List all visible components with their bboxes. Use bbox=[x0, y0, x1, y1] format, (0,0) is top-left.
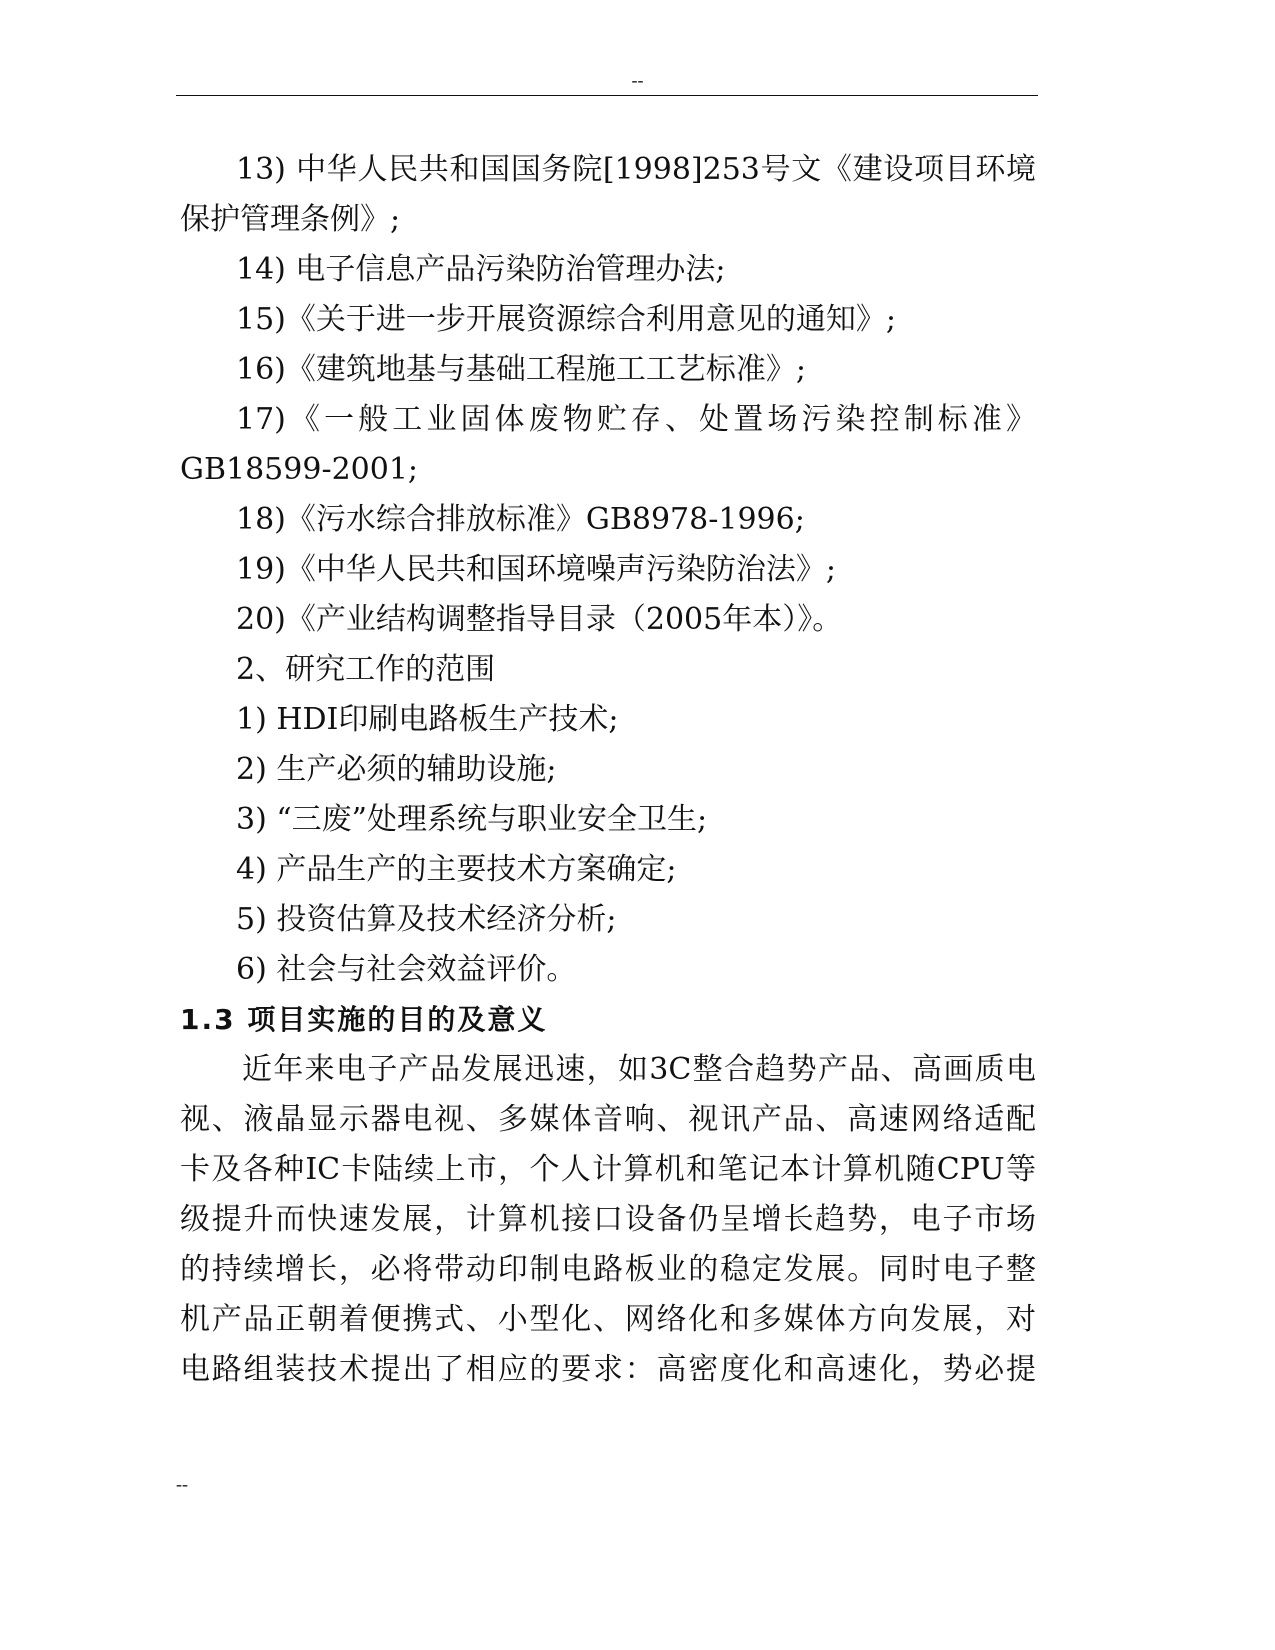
page-header-mark: -- bbox=[631, 70, 644, 90]
paragraph-line: 级提升而快速发展，计算机接口设备仍呈增长趋势，电子市场 bbox=[180, 1202, 1036, 1237]
paragraph-line: 视、液晶显示器电视、多媒体音响、视讯产品、高速网络适配 bbox=[180, 1102, 1036, 1137]
paragraph-line: 的持续增长，必将带动印制电路板业的稳定发展。同时电子整 bbox=[180, 1252, 1036, 1287]
header-rule bbox=[176, 95, 1038, 96]
paragraph-line: 近年来电子产品发展迅速，如3C整合趋势产品、高画质电 bbox=[242, 1052, 1036, 1087]
scope-title: 2、研究工作的范围 bbox=[236, 652, 496, 687]
reference-line: 14) 电子信息产品污染防治管理办法; bbox=[236, 252, 726, 287]
reference-line: GB18599-2001; bbox=[180, 452, 419, 487]
reference-line: 16)《建筑地基与基础工程施工工艺标准》; bbox=[236, 352, 806, 387]
paragraph-line: 电路组装技术提出了相应的要求：高密度化和高速化，势必提 bbox=[180, 1352, 1036, 1387]
paragraph-line: 卡及各种IC卡陆续上市，个人计算机和笔记本计算机随CPU等 bbox=[180, 1152, 1036, 1187]
reference-line: 15)《关于进一步开展资源综合利用意见的通知》; bbox=[236, 302, 896, 337]
paragraph-line: 机产品正朝着便携式、小型化、网络化和多媒体方向发展，对 bbox=[180, 1302, 1036, 1337]
scope-item: 3) “三废”处理系统与职业安全卫生; bbox=[236, 802, 708, 837]
scope-item: 4) 产品生产的主要技术方案确定; bbox=[236, 852, 677, 887]
scope-item: 6) 社会与社会效益评价。 bbox=[236, 952, 577, 987]
reference-line: 18)《污水综合排放标准》GB8978-1996; bbox=[236, 502, 805, 537]
reference-line: 17)《一般工业固体废物贮存、处置场污染控制标准》 bbox=[236, 402, 1036, 437]
reference-line: 13) 中华人民共和国国务院[1998]253号文《建设项目环境 bbox=[236, 152, 1036, 187]
scope-item: 2) 生产必须的辅助设施; bbox=[236, 752, 557, 787]
scope-item: 1) HDI印刷电路板生产技术; bbox=[236, 702, 619, 737]
page-footer-mark: -- bbox=[176, 1474, 188, 1494]
reference-line: 20)《产业结构调整指导目录（2005年本）》。 bbox=[236, 602, 843, 637]
scope-item: 5) 投资估算及技术经济分析; bbox=[236, 902, 617, 937]
document-body bbox=[180, 145, 1036, 1395]
reference-line: 保护管理条例》; bbox=[180, 202, 401, 237]
reference-line: 19)《中华人民共和国环境噪声污染防治法》; bbox=[236, 552, 836, 587]
section-heading: 1.3 项目实施的目的及意义 bbox=[180, 1003, 548, 1036]
